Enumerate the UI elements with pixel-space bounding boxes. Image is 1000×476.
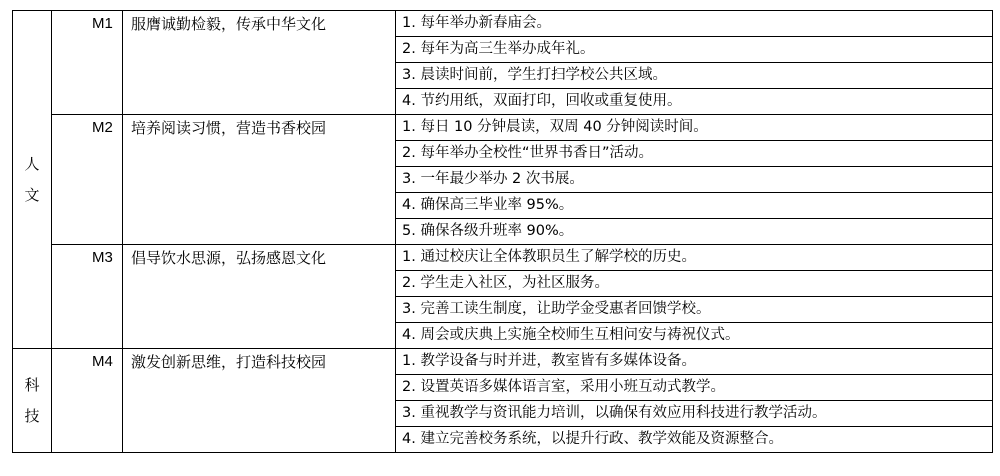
goal-item: 1. 每年举办新春庙会。: [396, 11, 993, 37]
table-row: [13, 349, 993, 375]
table-row: [13, 115, 993, 141]
goal-item: 3. 重视教学与资讯能力培训，以确保有效应用科技进行教学活动。: [396, 401, 993, 427]
goal-item: 3. 一年最少举办 2 次书展。: [396, 167, 993, 193]
goal-item: 2. 学生走入社区，为社区服务。: [396, 271, 993, 297]
goal-item: 1. 教学设备与时并进，教室皆有多媒体设备。: [396, 349, 993, 375]
goal-item: 4. 节约用纸，双面打印，回收或重复使用。: [396, 89, 993, 115]
goal-item: 2. 设置英语多媒体语言室，采用小班互动式教学。: [396, 375, 993, 401]
goal-title: 服膺诚勤检毅，传承中华文化: [123, 11, 396, 115]
table-row: [13, 245, 993, 271]
goal-item: 4. 周会或庆典上实施全校师生互相问安与祷祝仪式。: [396, 323, 993, 349]
goal-title: 倡导饮水思源，弘扬感恩文化: [123, 245, 396, 349]
goal-code: M1: [52, 11, 123, 115]
goal-code: M2: [52, 115, 123, 245]
goal-item: 2. 每年举办全校性“世界书香日”活动。: [396, 141, 993, 167]
goal-item: 1. 通过校庆让全体教职员生了解学校的历史。: [396, 245, 993, 271]
goal-item: 1. 每日 10 分钟晨读，双周 40 分钟阅读时间。: [396, 115, 993, 141]
goal-title: 培养阅读习惯，营造书香校园: [123, 115, 396, 245]
goal-title: 激发创新思维，打造科技校园: [123, 349, 396, 453]
goal-item: 4. 建立完善校务系统，以提升行政、教学效能及资源整合。: [396, 427, 993, 453]
category-cell-humanities: [13, 11, 52, 349]
category-char: 人: [24, 154, 40, 173]
goal-item: 5. 确保各级升班率 90%。: [396, 219, 993, 245]
category-cell-technology: [13, 349, 52, 453]
table-row: [13, 11, 993, 37]
goal-code: M4: [52, 349, 123, 453]
category-char: 科: [24, 375, 40, 394]
category-char: 文: [24, 185, 40, 204]
category-char: 技: [24, 406, 40, 425]
goals-table: [12, 10, 993, 453]
goal-code: M3: [52, 245, 123, 349]
goal-item: 3. 完善工读生制度，让助学金受惠者回馈学校。: [396, 297, 993, 323]
goal-item: 4. 确保高三毕业率 95%。: [396, 193, 993, 219]
goal-item: 3. 晨读时间前，学生打扫学校公共区域。: [396, 63, 993, 89]
goal-item: 2. 每年为高三生举办成年礼。: [396, 37, 993, 63]
